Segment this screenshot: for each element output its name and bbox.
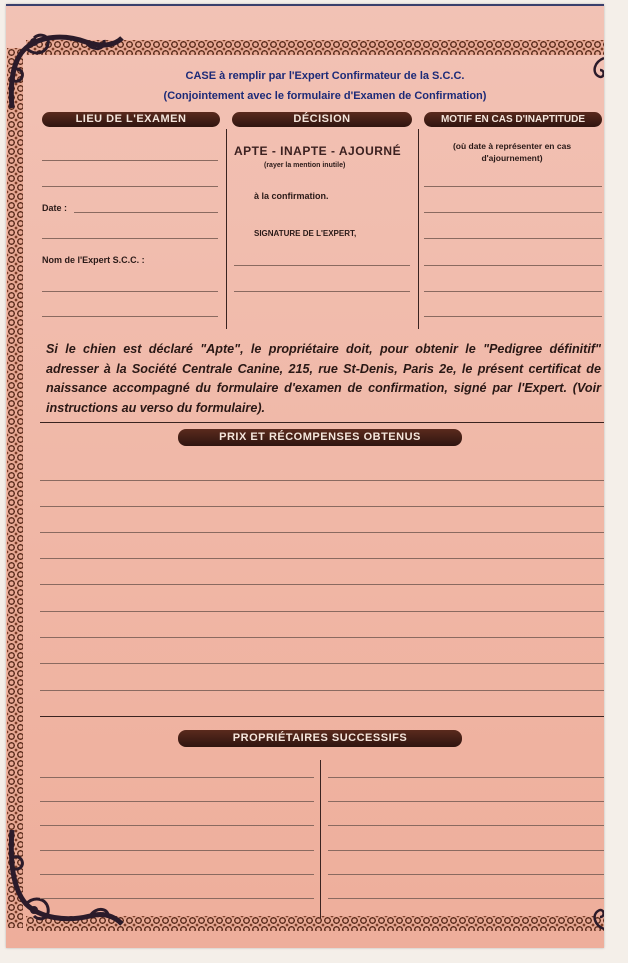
owner-write-line: [40, 777, 314, 778]
date-write-line: [74, 212, 218, 213]
corner-scroll-ornament-bottom-right: [588, 901, 604, 931]
expert-name-label: Nom de l'Expert S.C.C. :: [42, 255, 145, 265]
certificate-sheet: [6, 4, 604, 948]
top-edge-line: [6, 4, 604, 6]
owner-write-line: [328, 825, 604, 826]
expert-write-line: [42, 316, 218, 317]
prix-write-line: [40, 506, 604, 507]
owner-write-line: [40, 825, 314, 826]
lieu-write-line: [42, 186, 218, 187]
motif-note: (où date à représenter en cas d'ajournement): [452, 141, 572, 163]
instructions-paragraph: Si le chien est déclaré "Apte", le propriétaire doit, pour obtenir le "Pedigree définitif" adresser à la Société Centrale Canine, 215, rue St-Denis, Paris 2e, le présent certificat de naissance accompagné du formulaire d'examen de confirmation, signé par l'Expert. (Voir instructions au verso du formulaire).: [46, 342, 601, 415]
owner-write-line: [328, 777, 604, 778]
expert-signature-label: SIGNATURE DE L'EXPERT,: [254, 229, 357, 238]
corner-scroll-ornament-bottom-left: [6, 828, 126, 928]
header-title: CASE à remplir par l'Expert Confirmateur de la S.C.C.: [185, 70, 465, 82]
heading-motif-inaptitude: MOTIF EN CAS D'INAPTITUDE: [424, 112, 602, 127]
owners-column-divider: [320, 760, 321, 918]
prix-write-line: [40, 480, 604, 481]
signature-write-line: [234, 291, 410, 292]
owner-write-line: [40, 801, 314, 802]
prix-write-line: [40, 637, 604, 638]
owner-write-line: [328, 898, 604, 899]
heading-proprietaires-successifs: PROPRIÉTAIRES SUCCESSIFS: [178, 730, 462, 747]
date-label: Date :: [42, 203, 68, 213]
owner-write-line: [328, 801, 604, 802]
prix-write-line: [40, 690, 604, 691]
motif-write-line: [424, 212, 602, 213]
column-divider-right: [418, 129, 419, 329]
expert-write-line: [42, 291, 218, 292]
owner-write-line: [40, 850, 314, 851]
signature-write-line: [234, 265, 410, 266]
prix-write-line: [40, 532, 604, 533]
prix-write-line: [40, 663, 604, 664]
owner-write-line: [328, 850, 604, 851]
heading-prix-recompenses: PRIX ET RÉCOMPENSES OBTENUS: [178, 429, 462, 446]
heading-decision: DÉCISION: [232, 112, 412, 127]
lieu-write-line: [42, 238, 218, 239]
owner-write-line: [40, 874, 314, 875]
lieu-write-line: [42, 160, 218, 161]
ornamental-border-left: [7, 48, 23, 928]
decision-note: (rayer la mention inutile): [264, 162, 346, 169]
motif-write-line: [424, 186, 602, 187]
section-divider: [40, 422, 604, 423]
prix-write-line: [40, 584, 604, 585]
prix-write-line: [40, 558, 604, 559]
motif-write-line: [424, 316, 602, 317]
heading-lieu-examen: LIEU DE L'EXAMEN: [42, 112, 220, 127]
column-divider-left: [226, 129, 227, 329]
prix-write-line: [40, 611, 604, 612]
motif-write-line: [424, 265, 602, 266]
owner-write-line: [328, 874, 604, 875]
owner-write-line: [40, 898, 314, 899]
header-subtitle: (Conjointement avec le formulaire d'Examen de Confirmation): [163, 90, 487, 102]
motif-write-line: [424, 291, 602, 292]
motif-write-line: [424, 238, 602, 239]
section-divider: [40, 716, 604, 717]
decision-options: APTE - INAPTE - AJOURNÉ: [234, 144, 402, 158]
decision-confirmation-text: à la confirmation.: [254, 191, 329, 201]
